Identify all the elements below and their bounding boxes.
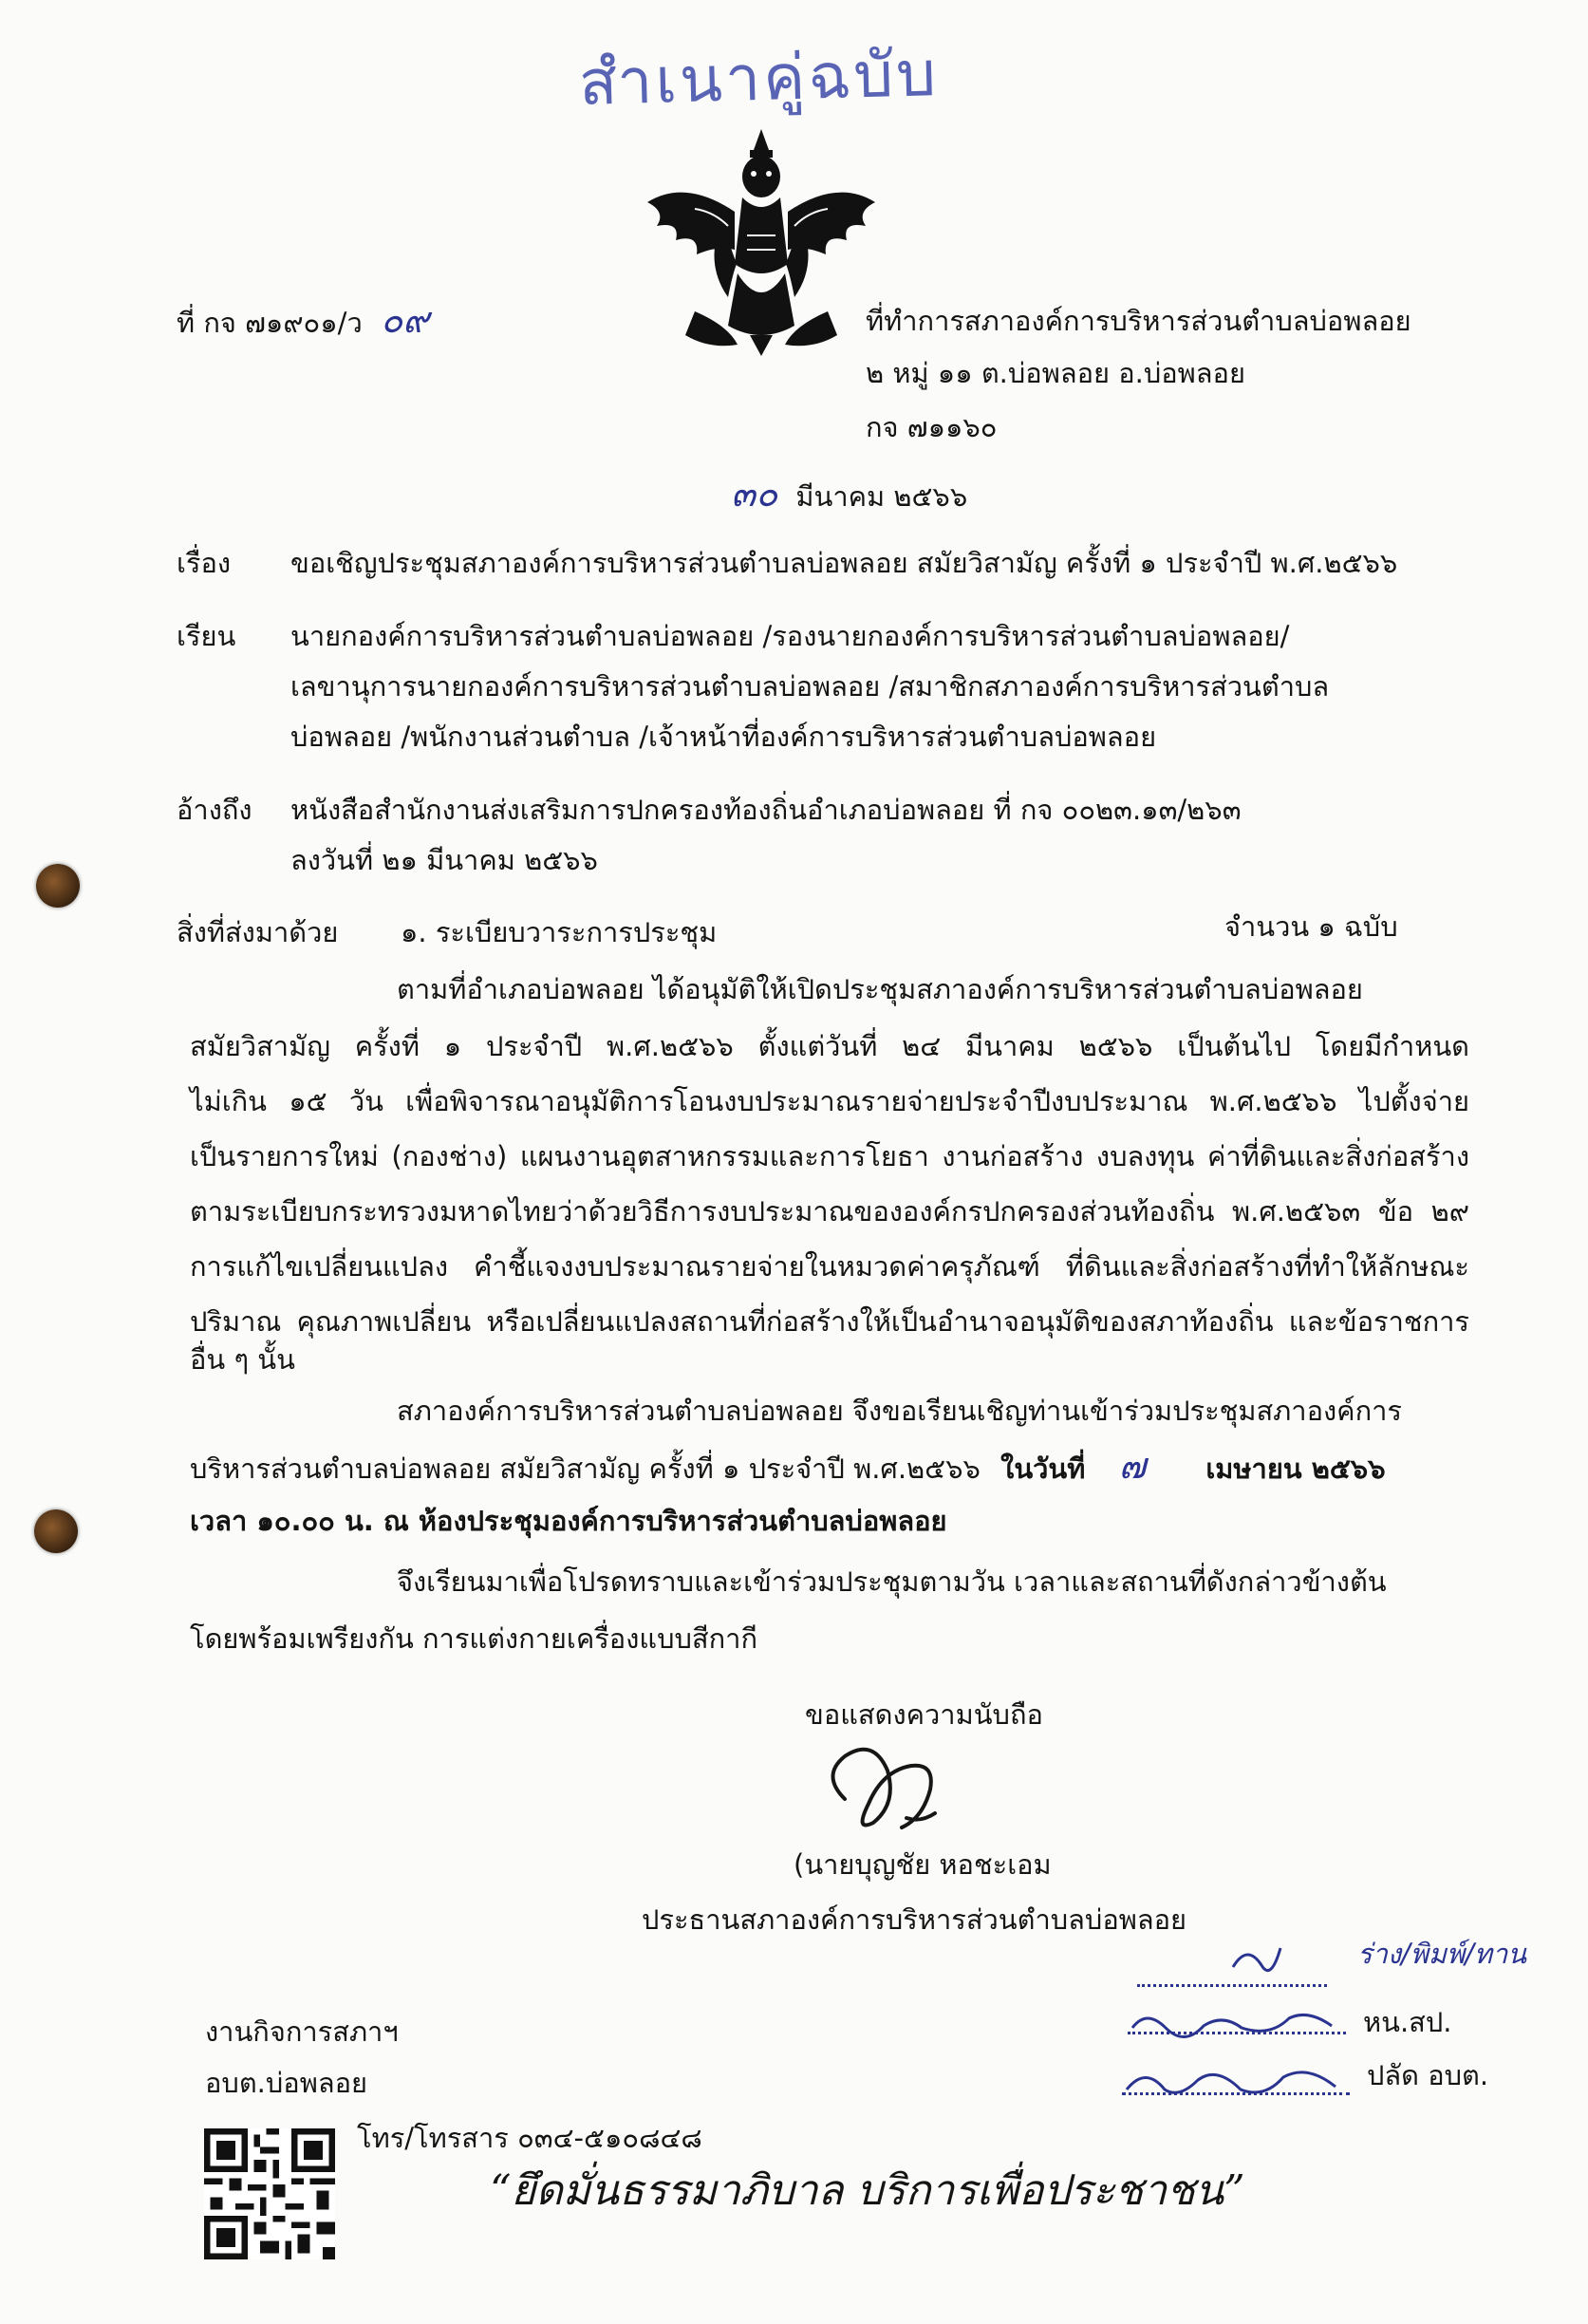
footer-phone: โทร/โทรสาร ๐๓๔-๕๑๐๘๔๘	[357, 2122, 702, 2154]
footer-department: งานกิจการสภาฯ	[205, 2015, 399, 2048]
footer-organization: อบต.บ่อพลอย	[205, 2067, 367, 2099]
closing-phrase: ขอแสดงความนับถือ	[805, 1698, 1043, 1731]
binder-hole-bottom	[34, 1509, 78, 1553]
subject-label: เรื่อง	[177, 547, 232, 579]
qr-code-icon[interactable]	[204, 2128, 335, 2259]
office-address-line3: กจ ๗๑๑๖๐	[866, 411, 998, 443]
signer-title: ประธานสภาองค์การบริหารส่วนตำบลบ่อพลอย	[642, 1903, 1187, 1936]
initial-scribble-icon	[1228, 1939, 1285, 1984]
para3-line1: จึงเรียนมาเพื่อโปรดทราบและเข้าร่วมประชุมตามวัน เวลาและสถานที่ดังกล่าวข้างต้น	[397, 1565, 1387, 1598]
subject-text: ขอเชิญประชุมสภาองค์การบริหารส่วนตำบลบ่อพลอย สมัยวิสามัญ ครั้งที่ ๑ ประจำปี พ.ศ.๒๕๖๖	[290, 547, 1398, 579]
letter-date: ๓๐ มีนาคม ๒๕๖๖	[731, 473, 968, 515]
para1-line: สมัยวิสามัญ ครั้งที่ ๑ ประจำปี พ.ศ.๒๕๖๖ ตั้งแต่วันที่ ๒๔ มีนาคม ๒๕๖๖ เป็นต้นไป โดยมีกำหนด	[190, 1030, 1469, 1062]
office-address-line1: ที่ทำการสภาองค์การบริหารส่วนตำบลบ่อพลอย	[866, 305, 1411, 337]
office-address-line2: ๒ หมู่ ๑๑ ต.บ่อพลอย อ.บ่อพลอย	[866, 357, 1245, 389]
approval-head-line	[1128, 1999, 1355, 2041]
reference-line1: หนังสือสำนักงานส่งเสริมการปกครองท้องถิ่นอำเภอบ่อพลอย ที่ กจ ๐๐๒๓.๑๓/๒๖๓	[290, 794, 1242, 826]
signature-icon	[816, 1733, 978, 1837]
recipient-line2: เลขานุการนายกองค์การบริหารส่วนตำบลบ่อพลอย /สมาชิกสภาองค์การบริหารส่วนตำบล	[290, 670, 1330, 703]
reference-label: อ้างถึง	[177, 794, 252, 826]
meeting-day-handwritten: ๗	[1118, 1445, 1147, 1487]
para1-line: อื่น ๆ นั้น	[190, 1343, 295, 1376]
enclosure-quantity: จำนวน ๑ ฉบับ	[1224, 910, 1398, 943]
approval-clerk-line	[1122, 2056, 1359, 2104]
para1-line: ตามที่อำเภอบ่อพลอย ได้อนุมัติให้เปิดประชุมสภาองค์การบริหารส่วนตำบลบ่อพลอย	[397, 973, 1363, 1005]
para2-line3: เวลา ๑๐.๐๐ น. ณ ห้องประชุมองค์การบริหารส่วนตำบลบ่อพลอย	[190, 1505, 947, 1537]
enclosure-label: สิ่งที่ส่งมาด้วย	[177, 916, 339, 948]
para1-line: ปริมาณ คุณภาพเปลี่ยน หรือเปลี่ยนแปลงสถานที่ก่อสร้างให้เป็นอำนาจอนุมัติของสภาท้องถิ่น และข้อราชการ	[190, 1305, 1469, 1338]
initial-scribble-icon	[1122, 2056, 1359, 2104]
para1-line: ไม่เกิน ๑๕ วัน เพื่อพิจารณาอนุมัติการโอนงบประมาณรายจ่ายประจำปีงบประมาณ พ.ศ.๒๕๖๖ ไปตั้งจ่าย	[190, 1085, 1469, 1117]
approval-label-draft: ร่าง/พิมพ์/ทาน	[1357, 1938, 1527, 1970]
garuda-emblem-icon	[638, 122, 885, 359]
para3-line2: โดยพร้อมเพรียงกัน การแต่งกายเครื่องแบบสีกากี	[190, 1622, 757, 1655]
para1-line: ตามระเบียบกระทรวงมหาดไทยว่าด้วยวิธีการงบประมาณขององค์กรปกครองส่วนท้องถิ่น พ.ศ.๒๕๖๓ ข้อ ๒๙	[190, 1195, 1469, 1228]
para1-line: เป็นรายการใหม่ (กองช่าง) แผนงานอุตสาหกรรมและการโยธา งานก่อสร้าง งบลงทุน ค่าที่ดินและสิ่งก่อสร้าง	[190, 1140, 1469, 1172]
approval-label-clerk: ปลัด อบต.	[1367, 2059, 1489, 2091]
para1-line: การแก้ไขเปลี่ยนแปลง คำชี้แจงงบประมาณรายจ่ายในหมวดค่าครุภัณฑ์ ที่ดินและสิ่งก่อสร้างที่ทำให้ลักษณะ	[190, 1250, 1469, 1283]
date-day-handwritten: ๓๐	[731, 473, 778, 515]
approval-dotted-line	[1137, 1984, 1327, 1987]
doc-number: ที่ กจ ๗๑๙๐๑/ว ๐๙	[177, 299, 429, 341]
enclosure-item: ๑. ระเบียบวาระการประชุม	[401, 916, 718, 948]
recipient-label: เรียน	[177, 620, 236, 652]
approval-label-head: หน.สป.	[1363, 2006, 1452, 2038]
para2-line2: บริหารส่วนตำบลบ่อพลอย สมัยวิสามัญ ครั้งที่ ๑ ประจำปี พ.ศ.๒๕๖๖ ในวันที่ ๗ เมษายน ๒๕๖๖	[190, 1445, 1386, 1487]
recipient-line3: บ่อพลอย /พนักงานส่วนตำบล /เจ้าหน้าที่องค์การบริหารส่วนตำบลบ่อพลอย	[290, 721, 1157, 753]
initial-scribble-icon	[1128, 1999, 1355, 2041]
signer-name: (นายบุญชัย หอชะเอม	[794, 1848, 1052, 1881]
footer-motto: “ยึดมั่นธรรมาภิบาล บริการเพื่อประชาชน”	[490, 2166, 1245, 2215]
copy-stamp: สำเนาคู่ฉบับ	[578, 37, 940, 120]
reference-line2: ลงวันที่ ๒๑ มีนาคม ๒๕๖๖	[290, 844, 598, 876]
recipient-line1: นายกองค์การบริหารส่วนตำบลบ่อพลอย /รองนายกองค์การบริหารส่วนตำบลบ่อพลอย/	[290, 620, 1290, 652]
binder-hole-top	[36, 864, 80, 908]
doc-number-handwritten: ๐๙	[380, 299, 429, 341]
para2-line1: สภาองค์การบริหารส่วนตำบลบ่อพลอย จึงขอเรียนเชิญท่านเข้าร่วมประชุมสภาองค์การ	[397, 1395, 1402, 1427]
